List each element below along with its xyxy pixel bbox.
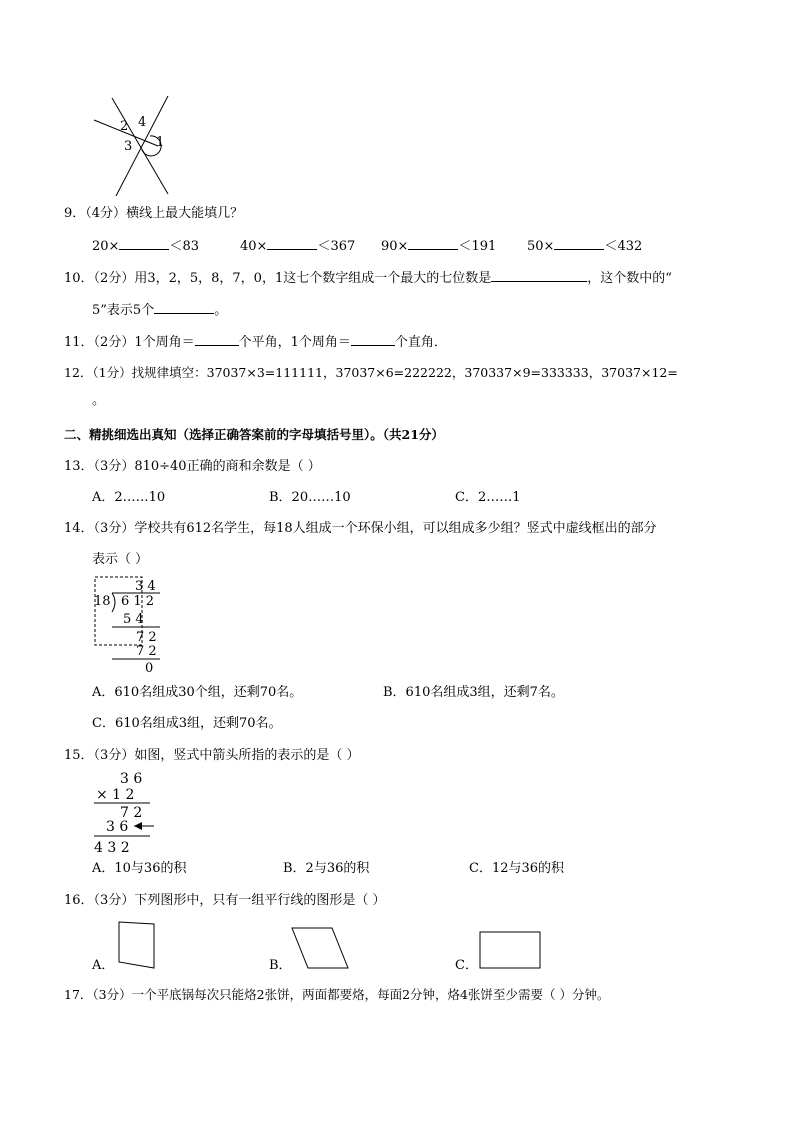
division-bracket [112, 593, 115, 612]
q-number: 17． [64, 987, 93, 1002]
arrow-head-icon [134, 822, 142, 830]
question-10-line2 [92, 301, 227, 319]
q-number: 11． [64, 335, 94, 350]
q-text: 个直角． [394, 335, 447, 350]
option-label: B． [269, 958, 292, 973]
item-post: ＜191 [458, 239, 497, 254]
q15-option-c[interactable]: C．12与36的积 [469, 861, 565, 876]
q-score: （4分） [85, 206, 127, 221]
partial-product-1: 7 2 [120, 805, 143, 821]
parallelogram-shape [290, 926, 352, 970]
q16-option-a[interactable] [92, 958, 114, 974]
item-post: ＜432 [604, 239, 643, 254]
q-number: 13． [64, 459, 94, 474]
remainder: 0 [145, 661, 154, 676]
q-score: （1分） [92, 365, 132, 380]
q-score: （3分） [93, 521, 135, 536]
q-score: （2分） [93, 335, 135, 350]
q-text: 如图，竖式中箭头所指的表示的是（ ） [134, 748, 360, 763]
dividend: 6 1 2 [121, 594, 155, 609]
angle-label-2: 2 [120, 119, 129, 134]
question-14 [64, 521, 657, 537]
q-number: 9． [64, 206, 86, 221]
angle-label-1: 1 [156, 135, 165, 150]
q9-item-4 [527, 237, 642, 255]
q16-option-c[interactable] [455, 958, 478, 974]
answer-blank[interactable] [154, 301, 214, 314]
item-post: ＜367 [317, 239, 356, 254]
answer-blank[interactable] [408, 237, 458, 250]
q9-items [92, 237, 199, 255]
question-16 [64, 893, 385, 909]
option-label: C． [455, 958, 478, 973]
step-2: 7 2 [136, 630, 157, 645]
q9-item-3 [381, 237, 496, 255]
q14-option-c[interactable]: C．610名组成3组，还剩70名。 [92, 716, 282, 731]
question-10 [64, 269, 672, 287]
angle-figure [88, 92, 208, 198]
question-9 [64, 206, 243, 222]
q-score: （3分） [93, 893, 135, 908]
question-17 [64, 987, 609, 1003]
item-pre: 20× [92, 239, 120, 254]
answer-blank[interactable] [351, 333, 395, 346]
quotient: 3 4 [135, 579, 156, 594]
q-score: （2分） [93, 271, 135, 286]
divisor: 18 [94, 594, 111, 609]
answer-blank[interactable] [267, 237, 317, 250]
answer-blank[interactable] [195, 333, 239, 346]
q-score: （3分） [92, 987, 132, 1002]
angle-label-4: 4 [138, 115, 147, 130]
q-text: 810÷40正确的商和余数是（ ） [134, 459, 321, 474]
q-text: 1个周角＝ [134, 335, 195, 350]
q14-option-a[interactable]: A．610名组成30个组，还剩70名。 [92, 685, 303, 700]
q-number: 16． [64, 893, 94, 908]
q-text: 。 [92, 393, 106, 408]
q13-option-c[interactable]: C．2……1 [455, 490, 521, 505]
option-label: A． [92, 958, 115, 973]
q-number: 10． [64, 271, 94, 286]
item-pre: 50× [527, 239, 555, 254]
item-pre: 40× [240, 239, 268, 254]
angle-label-3: 3 [124, 139, 133, 154]
q-text: 横线上最大能填几？ [126, 206, 244, 221]
item-post: ＜83 [169, 239, 199, 254]
multiplier: × 1 2 [96, 787, 135, 803]
question-12-line2 [92, 393, 105, 409]
q9-item-1 [92, 239, 199, 254]
q-text: 下列图形中，只有一组平行线的图形是（ ） [134, 893, 386, 908]
rectangle-shape [478, 930, 542, 970]
trapezoid-shape [116, 920, 158, 972]
long-division-figure [90, 574, 170, 676]
q13-option-b[interactable]: B．20……10 [269, 490, 351, 505]
q-text: 。 [214, 303, 228, 318]
partial-product-2: 3 6 [106, 819, 129, 835]
step-3: 7 2 [136, 644, 157, 659]
question-12 [64, 365, 678, 381]
q14-option-b[interactable]: B．610名组成3组，还剩7名。 [383, 685, 564, 700]
q-text: 找规律填空：37037×3=111111，37037×6=222222，370337×9=333333，37037×12= [131, 365, 678, 380]
step-1: 5 4 [123, 612, 144, 627]
item-pre: 90× [381, 239, 409, 254]
multiplicand: 3 6 [120, 771, 143, 787]
answer-blank[interactable] [119, 237, 169, 250]
q-number: 14． [64, 521, 94, 536]
answer-blank[interactable] [491, 269, 587, 282]
q15-option-b[interactable]: B．2与36的积 [283, 861, 370, 876]
q-text: 个平角，1个周角＝ [238, 335, 351, 350]
q-text: 用3，2，5，8，7，0，1这七个数字组成一个最大的七位数是 [134, 271, 492, 286]
q-number: 15． [64, 748, 94, 763]
answer-blank[interactable] [554, 237, 604, 250]
question-14-line2: 表示（ ） [92, 552, 149, 567]
q15-option-a[interactable]: A．10与36的积 [92, 861, 187, 876]
question-13 [64, 459, 321, 475]
q-text: 5”表示5个 [92, 303, 155, 318]
question-11 [64, 333, 447, 351]
q-score: （3分） [93, 459, 135, 474]
q-text: 学校共有612名学生，每18人组成一个环保小组，可以组成多少组？竖式中虚线框出的部分 [134, 521, 657, 536]
q-text: 一个平底锅每次只能烙2张饼，两面都要烙，每面2分钟，烙4张饼至少需要（ ）分钟。 [131, 987, 610, 1002]
q16-option-b[interactable] [269, 958, 292, 974]
q-text: ，这个数中的“ [587, 271, 672, 286]
section-2-heading: 二、精挑细选出真知（选择正确答案前的字母填括号里）。（共21分） [64, 427, 444, 442]
q13-option-a[interactable]: A．2……10 [92, 490, 166, 505]
q-score: （3分） [93, 748, 135, 763]
product: 4 3 2 [94, 840, 130, 856]
q-number: 12． [64, 365, 93, 380]
question-15 [64, 748, 359, 764]
q9-item-2 [240, 237, 355, 255]
multiplication-figure [90, 768, 170, 858]
